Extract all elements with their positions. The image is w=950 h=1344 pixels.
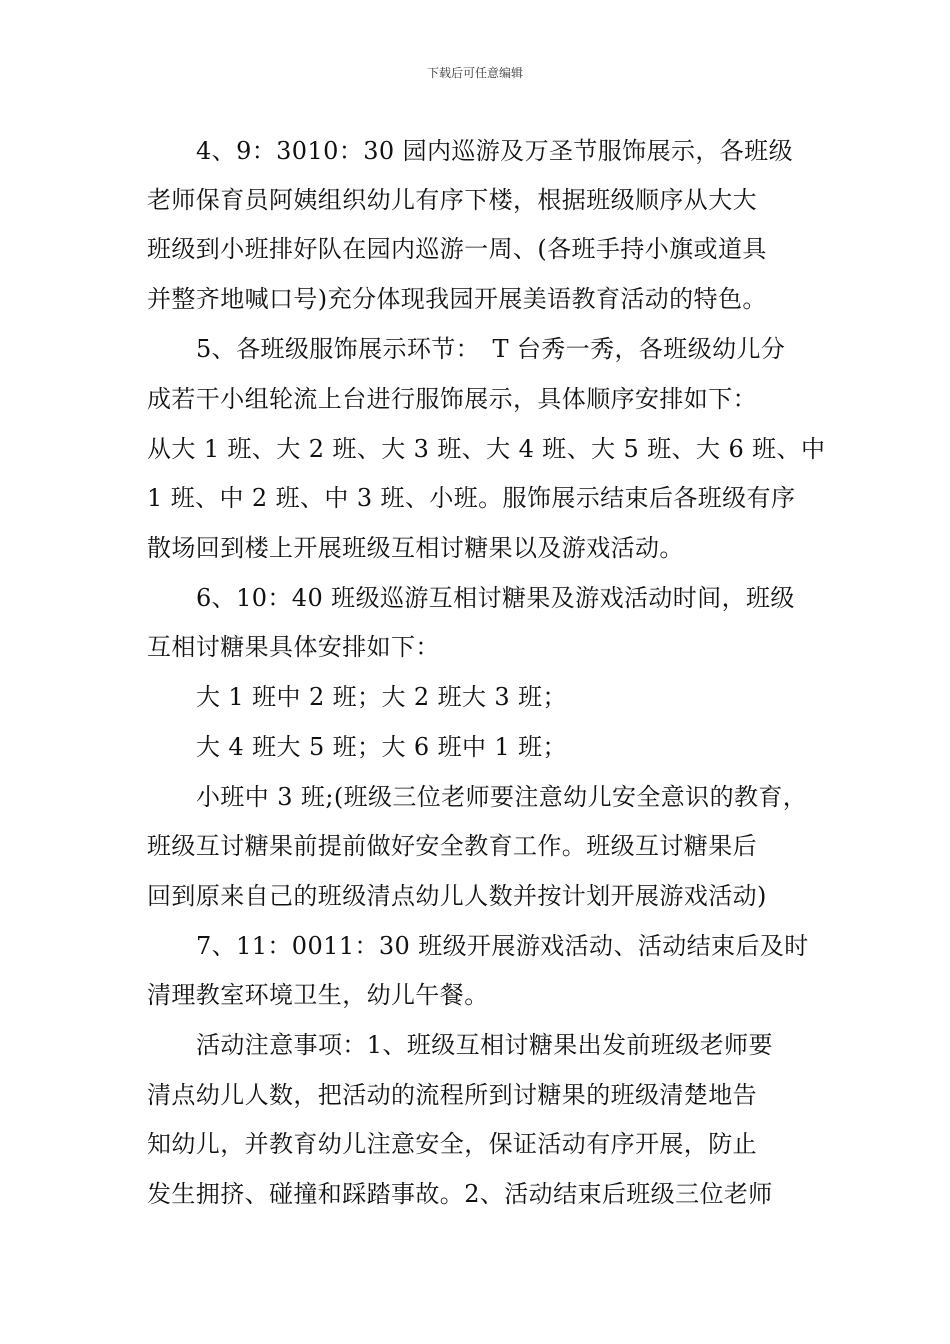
paragraph-line: 知幼儿，并教育幼儿注意安全，保证活动有序开展，防止 [147,1130,757,1158]
paragraph-line: 5、各班级服饰展示环节： T 台秀一秀，各班级幼儿分 [196,335,786,363]
paragraph-line: 班级互讨糖果前提前做好安全教育工作。班级互讨糖果后 [147,832,757,860]
paragraph-line: 清理教室环境卫生，幼儿午餐。 [147,981,489,1009]
paragraph-line: 小班中 3 班;(班级三位老师要注意幼儿安全意识的教育， [196,783,808,811]
paragraph-line: 散场回到楼上开展班级互相讨糖果以及游戏活动。 [147,534,684,562]
paragraph-line: 从大 1 班、大 2 班、大 3 班、大 4 班、大 5 班、大 6 班、中 [147,435,826,463]
paragraph-line: 清点幼儿人数，把活动的流程所到讨糖果的班级清楚地告 [147,1081,757,1109]
paragraph-line: 1 班、中 2 班、中 3 班、小班。服饰展示结束后各班级有序 [147,484,796,512]
paragraph-line: 4、9：3010：30 园内巡游及万圣节服饰展示，各班级 [196,137,793,165]
paragraph-line: 发生拥挤、碰撞和踩踏事故。2、活动结束后班级三位老师 [147,1180,773,1208]
page-header-note: 下载后可任意编辑 [426,66,523,80]
paragraph-line: 活动注意事项：1、班级互相讨糖果出发前班级老师要 [196,1031,773,1059]
paragraph-line: 大 1 班中 2 班；大 2 班大 3 班； [196,683,567,711]
paragraph-line: 6、10：40 班级巡游互相讨糖果及游戏活动时间，班级 [196,584,795,612]
paragraph-line: 7、11：0011：30 班级开展游戏活动、活动结束后及时 [196,932,809,960]
paragraph-line: 成若干小组轮流上台进行服饰展示，具体顺序安排如下： [147,385,757,413]
paragraph-line: 并整齐地喊口号)充分体现我园开展美语教育活动的特色。 [147,285,767,313]
paragraph-line: 班级到小班排好队在园内巡游一周、(各班手持小旗或道具 [147,235,767,263]
paragraph-line: 老师保育员阿姨组织幼儿有序下楼，根据班级顺序从大大 [147,186,757,214]
paragraph-line: 回到原来自己的班级清点幼儿人数并按计划开展游戏活动) [147,882,767,910]
paragraph-line: 大 4 班大 5 班；大 6 班中 1 班； [196,733,567,761]
paragraph-line: 互相讨糖果具体安排如下： [147,633,440,661]
